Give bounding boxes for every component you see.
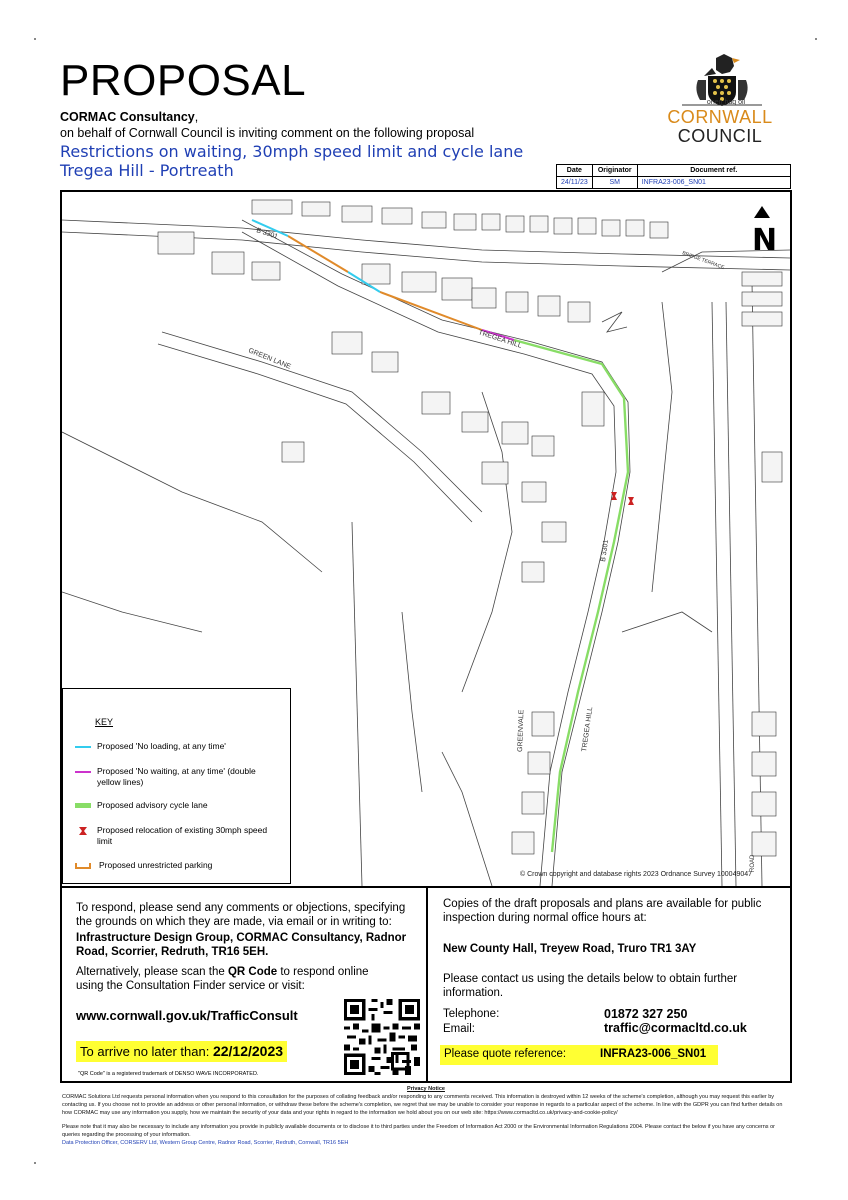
ref-value-document: INFRA23-006_SN01 bbox=[637, 177, 790, 189]
key-item-speed-limit bbox=[75, 825, 285, 847]
key-label: Proposed 'No loading, at any time' bbox=[97, 741, 226, 751]
privacy-notice-dpo: Data Protection Officer, CORSERV Ltd, Western Group Centre, Radnor Road, Scorrier, Redruth, Cornwall, TR16 5EH bbox=[62, 1140, 349, 1146]
deadline-highlight bbox=[76, 1041, 287, 1062]
telephone-label: Telephone: bbox=[443, 1008, 500, 1020]
key-label: Proposed 'No waiting, at any time' (double yellow lines) bbox=[97, 766, 256, 787]
map-label-bridge-terrace: BRIDGE TERRACE bbox=[681, 250, 726, 272]
key-label: Proposed advisory cycle lane bbox=[97, 800, 208, 810]
key-label: Proposed relocation of existing 30mph speed limit bbox=[97, 825, 268, 846]
qr-code-icon[interactable] bbox=[344, 999, 420, 1075]
map-label-road: ROAD bbox=[750, 854, 756, 872]
ref-value-originator: SM bbox=[592, 177, 637, 189]
key-item-cycle-lane bbox=[75, 800, 285, 811]
corner-mark bbox=[815, 38, 817, 40]
council-motto: onen hag oll bbox=[706, 99, 746, 106]
speed-limit-marker-icon bbox=[75, 827, 91, 834]
qr-text: Alternatively, please scan the bbox=[76, 966, 228, 978]
map-label-tregea-hill-bottom: TREGEA HILL bbox=[581, 706, 595, 753]
map-key bbox=[62, 688, 291, 884]
map-copyright: © Crown copyright and database rights 2023 Ordnance Survey 100049047 bbox=[520, 871, 753, 878]
proposal-headline: Restrictions on waiting, 30mph speed limit and cycle lane bbox=[60, 142, 524, 161]
key-swatch-green bbox=[75, 803, 91, 808]
map-label-b3301-bottom: B 3301 bbox=[600, 539, 611, 563]
key-swatch-cyan bbox=[75, 746, 91, 748]
qr-instructions bbox=[76, 965, 396, 993]
key-swatch-magenta bbox=[75, 771, 91, 773]
qr-trademark-note: "QR Code" is a registered trademark of DENSO WAVE INCORPORATED. bbox=[78, 1071, 259, 1077]
key-item-no-waiting bbox=[75, 766, 285, 788]
deadline-date: 22/12/2023 bbox=[212, 1043, 284, 1059]
respond-address: Infrastructure Design Group, CORMAC Consultancy, Radnor Road, Scorrier, Redruth, TR16 5EH. bbox=[76, 932, 407, 958]
map-label-green-lane: GREEN LANE bbox=[247, 347, 292, 371]
quote-reference-highlight bbox=[440, 1045, 718, 1065]
organisation-line bbox=[60, 110, 198, 124]
key-heading: KEY bbox=[95, 717, 114, 727]
qr-text: to respond online using the Consultation Finder service or visit: bbox=[76, 966, 369, 992]
ref-value-date: 24/11/23 bbox=[557, 177, 593, 189]
ref-header-document: Document ref. bbox=[637, 165, 790, 177]
email-address[interactable]: traffic@cormacltd.co.uk bbox=[604, 1021, 747, 1035]
organisation-suffix: , bbox=[194, 110, 199, 124]
respond-instructions: To respond, please send any comments or objections, specifying the grounds on which they are made, via email or in writing to: bbox=[76, 902, 406, 928]
council-logo-text bbox=[660, 108, 780, 146]
telephone-number[interactable]: 01872 327 250 bbox=[604, 1007, 688, 1021]
quote-reference-value: INFRA23-006_SN01 bbox=[600, 1048, 707, 1060]
map-label-tregea-hill-top: TREGEA HILL bbox=[477, 329, 523, 350]
ref-header-originator: Originator bbox=[592, 165, 637, 177]
key-swatch-orange bbox=[75, 863, 91, 869]
corner-mark bbox=[34, 38, 36, 40]
key-label: Proposed unrestricted parking bbox=[99, 860, 213, 870]
deadline-box bbox=[72, 1042, 291, 1061]
inspection-text: Copies of the draft proposals and plans are available for public inspection during normal office hours at: bbox=[443, 898, 762, 924]
map-label-greenvale: GREENVALE bbox=[517, 709, 526, 753]
privacy-notice bbox=[62, 1085, 790, 1147]
qr-text-bold: QR Code bbox=[227, 966, 278, 978]
corner-mark bbox=[34, 1162, 36, 1164]
privacy-notice-body: CORMAC Solutions Ltd requests personal information when you respond to this consultation for the purposes of collating feedback and/or responding to any comments received. This information is destroyed within 12 weeks of the scheme's completion, although you may request this earlier by contacting us. If you choose not to provide an address or other personal information, or withdraw these before the scheme's completion, we regret that we may be unable to consider your response in regards to a particular aspect of the scheme. In line with the GDPR you can find further details on how CORMAC may use any information you supply, how we maintain the security of your data and your rights in regard to the information we hold about you on our web site: https://www.cormacltd.co.uk/privacy-and-cookie-policy/ bbox=[62, 1094, 783, 1116]
intro-text: on behalf of Cornwall Council is inviting comment on the following proposal bbox=[60, 126, 475, 140]
email-label: Email: bbox=[443, 1023, 475, 1035]
page-title: PROPOSAL bbox=[60, 56, 307, 105]
inspection-location: New County Hall, Treyew Road, Truro TR1 3AY bbox=[443, 943, 697, 955]
panel-divider bbox=[426, 886, 428, 1083]
consultation-website-link[interactable]: www.cornwall.gov.uk/TrafficConsult bbox=[76, 1008, 298, 1023]
organisation-name: CORMAC Consultancy bbox=[60, 110, 195, 124]
key-item-unrestricted-parking bbox=[75, 860, 285, 871]
privacy-notice-title: Privacy Notice bbox=[407, 1086, 445, 1092]
logo-line-council: COUNCIL bbox=[677, 126, 763, 146]
map-label-b3301-top: B 3301 bbox=[255, 227, 279, 241]
ref-header-date: Date bbox=[557, 165, 593, 177]
proposal-location: Tregea Hill - Portreath bbox=[60, 161, 234, 180]
quote-reference-label: Please quote reference: bbox=[444, 1048, 567, 1060]
key-item-no-loading bbox=[75, 741, 285, 752]
privacy-notice-foi: Please note that it may also be necessary to include any information you provide in publicly available documents or to disclose it to third parties under the Freedom of Information Act 2000 or the Environmental Information Regulations 2004. Please contact the below if you have any concerns or queries regarding the processing of your information. bbox=[62, 1124, 775, 1138]
north-label: N bbox=[752, 223, 778, 258]
document-reference-table bbox=[556, 164, 791, 189]
contact-text: Please contact us using the details below to obtain further information. bbox=[443, 973, 738, 999]
deadline-label: To arrive no later than: bbox=[80, 1044, 213, 1059]
logo-line-cornwall: CORNWALL bbox=[667, 107, 773, 127]
